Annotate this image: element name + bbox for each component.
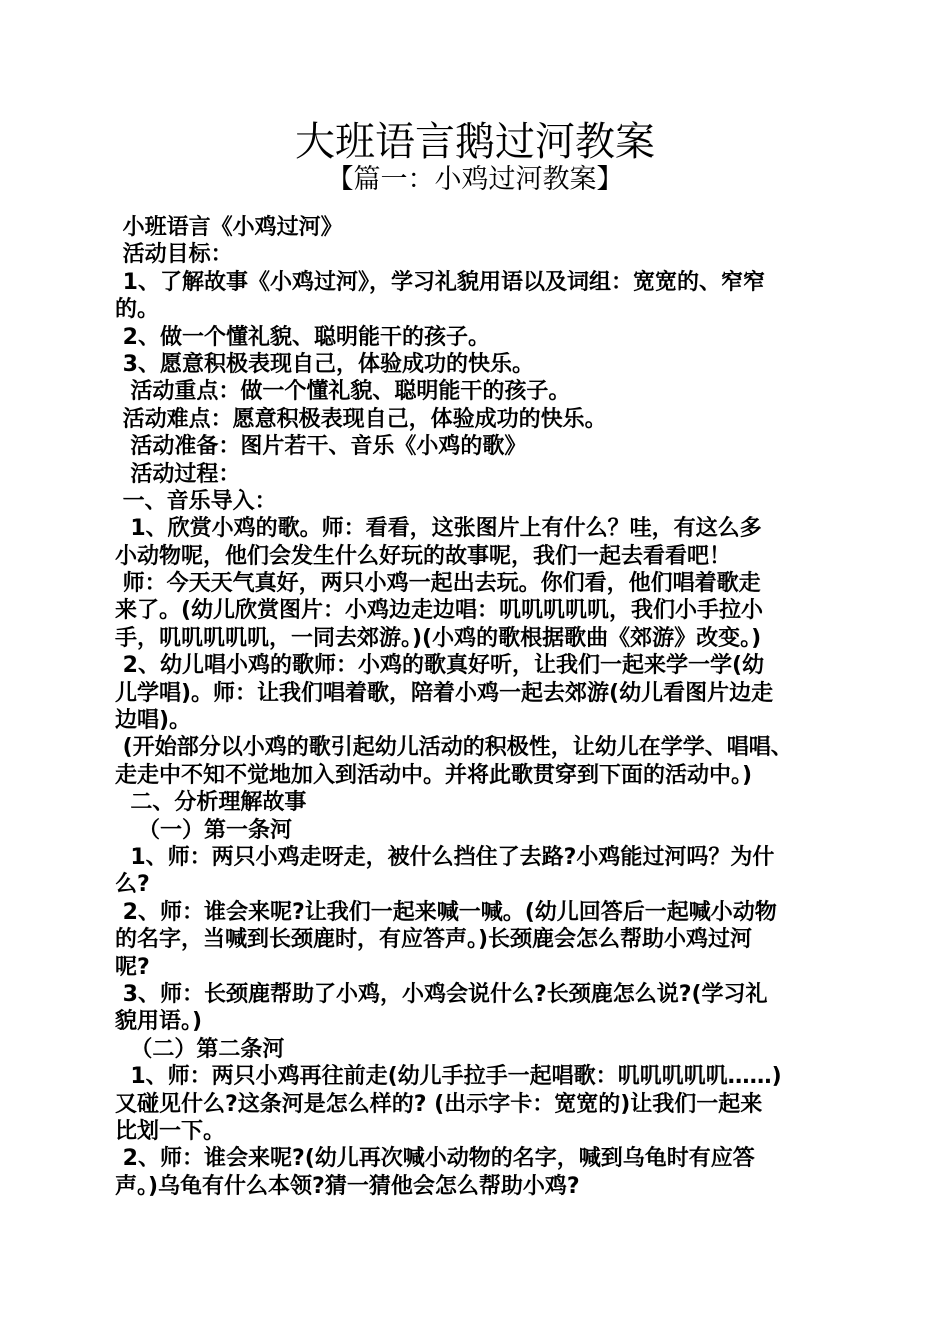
body-line: 2、师：谁会来呢?(幼儿再次喊小动物的名字，喊到乌龟时有应答 <box>115 1146 755 1172</box>
body-line: 活动目标： <box>115 242 233 268</box>
body-line: 活动重点：做一个懂礼貌、聪明能干的孩子。 <box>115 379 571 405</box>
body-line: 比划一下。 <box>115 1118 226 1144</box>
body-line: 小班语言《小鸡过河》 <box>115 215 343 240</box>
body-line: 3、愿意积极表现自己，体验成功的快乐。 <box>115 351 534 377</box>
body-line: 2、幼儿唱小鸡的歌师：小鸡的歌真好听，让我们一起来学一学(幼 <box>115 653 765 679</box>
body-line: (开始部分以小鸡的歌引起幼儿活动的积极性，让幼儿在学学、唱唱、 <box>115 735 793 761</box>
body-line: 师：今天天气真好，两只小鸡一起出去玩。你们看，他们唱着歌走 <box>115 571 761 597</box>
body-line: 小动物呢，他们会发生什么好玩的故事呢，我们一起去看看吧！ <box>115 543 732 569</box>
body-line: 手，叽叽叽叽叽，一同去郊游。)(小鸡的歌根据歌曲《郊游》改变。) <box>115 625 762 651</box>
body-line: 活动过程： <box>115 461 241 487</box>
body-line: 来了。(幼儿欣赏图片：小鸡边走边唱：叽叽叽叽叽，我们小手拉小 <box>115 598 764 624</box>
body-line: 二、分析理解故事 <box>115 790 307 816</box>
document-body <box>115 214 835 1200</box>
body-line: 的。 <box>115 297 160 323</box>
body-line: 2、做一个懂礼貌、聪明能干的孩子。 <box>115 324 490 350</box>
body-line: 活动准备：图片若干、音乐《小鸡的歌》 <box>115 434 527 460</box>
body-line: 声。)乌龟有什么本领?猜一猜他会怎么帮助小鸡? <box>115 1173 580 1199</box>
body-line: （二）第二条河 <box>115 1036 285 1062</box>
document-title: 大班语言鹅过河教案 <box>295 119 655 165</box>
body-line: 貌用语。) <box>115 1009 203 1035</box>
body-line: 1、了解故事《小鸡过河》，学习礼貌用语以及词组：宽宽的、窄窄 <box>115 269 765 295</box>
body-line: 儿学唱)。师：让我们唱着歌，陪着小鸡一起去郊游(幼儿看图片边走 <box>115 680 774 706</box>
body-line: 一、音乐导入： <box>115 488 277 514</box>
body-line: 2、师：谁会来呢?让我们一起来喊一喊。(幼儿回答后一起喊小动物 <box>115 899 777 925</box>
body-line: 又碰见什么?这条河是怎么样的? (出示字卡：宽宽的)让我们一起来 <box>115 1091 763 1117</box>
body-line: 走走中不知不觉地加入到活动中。并将此歌贯穿到下面的活动中。) <box>115 762 753 788</box>
document-subtitle: 【篇一：小鸡过河教案】 <box>326 164 624 195</box>
body-line: 1、欣赏小鸡的歌。师：看看，这张图片上有什么？哇，有这么多 <box>115 516 762 542</box>
body-line: 1、师：两只小鸡再往前走(幼儿手拉手一起唱歌：叽叽叽叽叽……) <box>115 1064 782 1090</box>
body-line: （一）第一条河 <box>115 817 292 843</box>
body-line: 的名字，当喊到长颈鹿时，有应答声。)长颈鹿会怎么帮助小鸡过河 <box>115 927 753 953</box>
body-line: 么? <box>115 872 150 898</box>
body-line: 呢? <box>115 954 150 980</box>
body-line: 3、师：长颈鹿帮助了小鸡，小鸡会说什么?长颈鹿怎么说?(学习礼 <box>115 981 768 1007</box>
body-line: 1、师：两只小鸡走呀走，被什么挡住了去路?小鸡能过河吗？为什 <box>115 844 775 870</box>
body-line: 活动难点：愿意积极表现自己，体验成功的快乐。 <box>115 406 607 432</box>
body-line: 边唱)。 <box>115 708 192 734</box>
